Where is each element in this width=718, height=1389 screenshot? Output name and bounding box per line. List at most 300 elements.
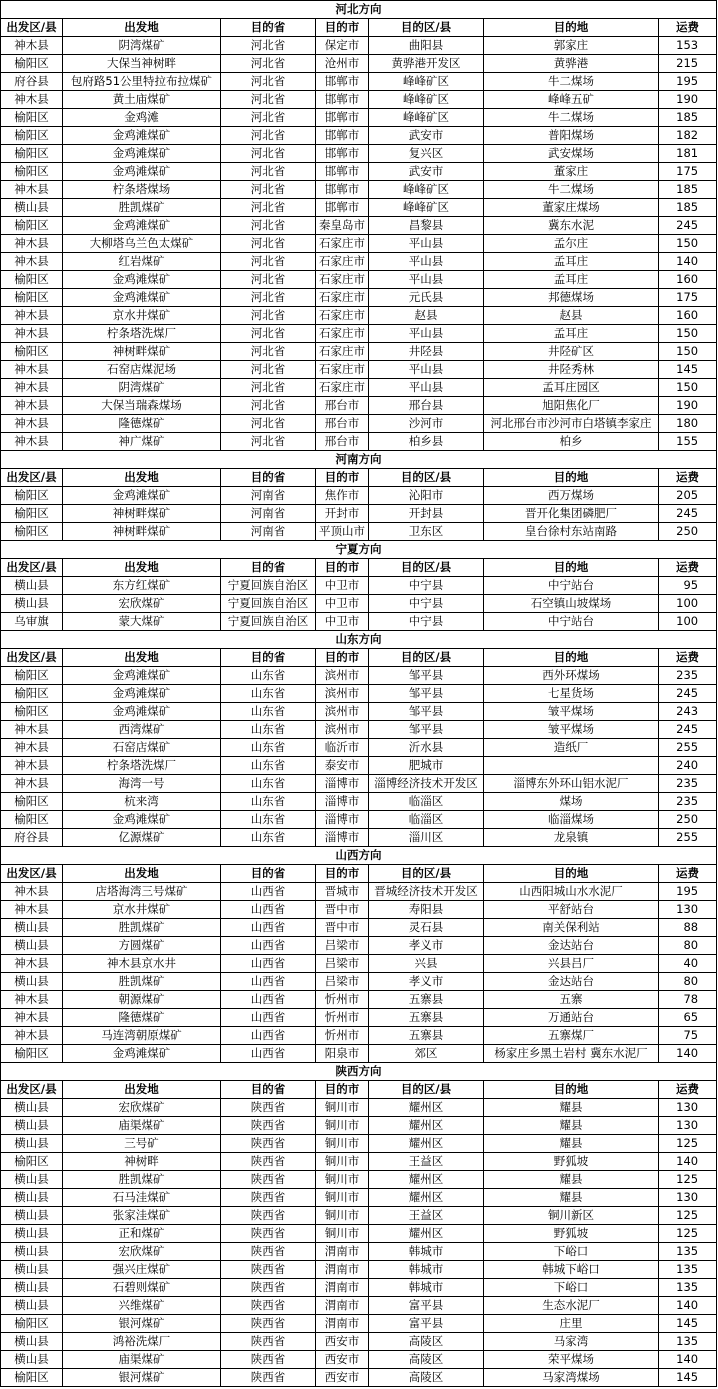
cell-dest-city: 中卫市 — [316, 595, 369, 613]
cell-origin-site: 石马洼煤矿 — [63, 1189, 221, 1207]
cell-origin-site: 店塔海湾三号煤矿 — [63, 883, 221, 901]
cell-freight-fee: 205 — [659, 487, 717, 505]
cell-dest-city: 石家庄市 — [316, 253, 369, 271]
cell-dest-city: 吕梁市 — [316, 955, 369, 973]
cell-freight-fee: 255 — [659, 739, 717, 757]
table-row — [1, 667, 717, 685]
cell-dest-city: 沧州市 — [316, 55, 369, 73]
cell-dest-district: 沁阳市 — [369, 487, 484, 505]
table-row — [1, 433, 717, 451]
cell-origin-district: 乌审旗 — [1, 613, 63, 631]
cell-destination: 造纸厂 — [484, 739, 659, 757]
table-row — [1, 37, 717, 55]
column-header-row — [1, 865, 717, 883]
cell-dest-province: 陕西省 — [221, 1225, 316, 1243]
table-row — [1, 703, 717, 721]
table-row — [1, 127, 717, 145]
cell-dest-district: 五寨县 — [369, 991, 484, 1009]
cell-dest-city: 铜川市 — [316, 1225, 369, 1243]
cell-dest-district: 沂水县 — [369, 739, 484, 757]
table-row — [1, 757, 717, 775]
column-header-origin-site: 出发地 — [63, 1081, 221, 1099]
cell-origin-district: 榆阳区 — [1, 343, 63, 361]
cell-dest-city: 邯郸市 — [316, 91, 369, 109]
cell-dest-province: 陕西省 — [221, 1207, 316, 1225]
cell-destination: 黄骅港 — [484, 55, 659, 73]
cell-origin-district: 神木县 — [1, 1009, 63, 1027]
cell-origin-district: 横山县 — [1, 1099, 63, 1117]
cell-freight-fee: 135 — [659, 1243, 717, 1261]
cell-dest-district: 耀州区 — [369, 1171, 484, 1189]
cell-dest-district: 临淄区 — [369, 811, 484, 829]
cell-origin-district: 神木县 — [1, 307, 63, 325]
cell-origin-site: 京水井煤矿 — [63, 901, 221, 919]
cell-dest-province: 陕西省 — [221, 1279, 316, 1297]
cell-dest-district: 肥城市 — [369, 757, 484, 775]
cell-dest-district: 平山县 — [369, 325, 484, 343]
cell-freight-fee: 215 — [659, 55, 717, 73]
cell-dest-district: 富平县 — [369, 1315, 484, 1333]
table-row — [1, 1171, 717, 1189]
cell-dest-district: 耀州区 — [369, 1225, 484, 1243]
table-row — [1, 1369, 717, 1387]
cell-freight-fee: 140 — [659, 1297, 717, 1315]
cell-freight-fee: 150 — [659, 343, 717, 361]
table-row — [1, 919, 717, 937]
cell-dest-city: 淄博市 — [316, 829, 369, 847]
cell-dest-district: 王益区 — [369, 1207, 484, 1225]
cell-destination: 孟耳庄园区 — [484, 379, 659, 397]
cell-dest-province: 河北省 — [221, 361, 316, 379]
cell-dest-district: 中宁县 — [369, 595, 484, 613]
cell-freight-fee: 140 — [659, 1045, 717, 1063]
cell-dest-city: 平顶山市 — [316, 523, 369, 541]
section-title-row — [1, 1063, 717, 1081]
cell-origin-site: 蒙大煤矿 — [63, 613, 221, 631]
cell-dest-district: 峰峰矿区 — [369, 109, 484, 127]
column-header-dest-city: 目的市 — [316, 469, 369, 487]
cell-dest-city: 邢台市 — [316, 397, 369, 415]
cell-dest-city: 保定市 — [316, 37, 369, 55]
cell-destination: 邦德煤场 — [484, 289, 659, 307]
cell-dest-city: 渭南市 — [316, 1297, 369, 1315]
table-row — [1, 91, 717, 109]
cell-freight-fee: 75 — [659, 1027, 717, 1045]
cell-destination: 峰峰五矿 — [484, 91, 659, 109]
table-row — [1, 145, 717, 163]
cell-origin-site: 三号矿 — [63, 1135, 221, 1153]
cell-destination: 董家庄煤场 — [484, 199, 659, 217]
table-body — [1, 1, 717, 1387]
cell-origin-site: 海湾一号 — [63, 775, 221, 793]
cell-origin-district: 神木县 — [1, 991, 63, 1009]
column-header-origin-site: 出发地 — [63, 649, 221, 667]
section-title: 宁夏方向 — [1, 541, 717, 559]
table-row — [1, 55, 717, 73]
cell-dest-province: 宁夏回族自治区 — [221, 595, 316, 613]
column-header-dest-province: 目的省 — [221, 865, 316, 883]
cell-dest-city: 西安市 — [316, 1369, 369, 1387]
cell-origin-district: 横山县 — [1, 1207, 63, 1225]
cell-destination: 武安煤场 — [484, 145, 659, 163]
table-row — [1, 1117, 717, 1135]
cell-origin-site: 石窑店煤泥场 — [63, 361, 221, 379]
cell-origin-site: 大柳塔乌兰色太煤矿 — [63, 235, 221, 253]
cell-origin-site: 胜凯煤矿 — [63, 199, 221, 217]
column-header-destination: 目的地 — [484, 649, 659, 667]
cell-dest-city: 淄博市 — [316, 775, 369, 793]
table-row — [1, 577, 717, 595]
cell-freight-fee: 135 — [659, 1279, 717, 1297]
cell-origin-site: 正和煤矿 — [63, 1225, 221, 1243]
table-row — [1, 379, 717, 397]
cell-dest-province: 陕西省 — [221, 1315, 316, 1333]
cell-freight-fee: 175 — [659, 289, 717, 307]
cell-origin-district: 横山县 — [1, 1117, 63, 1135]
cell-origin-district: 神木县 — [1, 883, 63, 901]
column-header-origin-site: 出发地 — [63, 469, 221, 487]
cell-dest-province: 河南省 — [221, 523, 316, 541]
cell-origin-district: 神木县 — [1, 37, 63, 55]
cell-origin-site: 大保当瑞森煤场 — [63, 397, 221, 415]
cell-dest-province: 河北省 — [221, 433, 316, 451]
cell-freight-fee: 235 — [659, 775, 717, 793]
cell-freight-fee: 125 — [659, 1207, 717, 1225]
cell-origin-site: 方圆煤矿 — [63, 937, 221, 955]
cell-dest-city: 忻州市 — [316, 991, 369, 1009]
cell-freight-fee: 135 — [659, 1261, 717, 1279]
cell-origin-district: 榆阳区 — [1, 811, 63, 829]
column-header-origin-site: 出发地 — [63, 865, 221, 883]
table-row — [1, 307, 717, 325]
cell-origin-site: 金鸡滩煤矿 — [63, 271, 221, 289]
table-row — [1, 1189, 717, 1207]
cell-dest-province: 陕西省 — [221, 1261, 316, 1279]
cell-origin-district: 横山县 — [1, 1225, 63, 1243]
table-row — [1, 1045, 717, 1063]
cell-origin-district: 榆阳区 — [1, 109, 63, 127]
cell-freight-fee: 235 — [659, 793, 717, 811]
cell-freight-fee: 145 — [659, 361, 717, 379]
section-title-row — [1, 541, 717, 559]
cell-destination: 下峪口 — [484, 1243, 659, 1261]
section-title: 河北方向 — [1, 1, 717, 19]
cell-dest-province: 山东省 — [221, 811, 316, 829]
cell-destination: 牛二煤场 — [484, 109, 659, 127]
cell-dest-city: 中卫市 — [316, 577, 369, 595]
cell-origin-district: 榆阳区 — [1, 289, 63, 307]
column-header-freight-fee: 运费 — [659, 559, 717, 577]
cell-freight-fee: 175 — [659, 163, 717, 181]
cell-freight-fee: 195 — [659, 73, 717, 91]
section-title-row — [1, 451, 717, 469]
cell-dest-district: 郊区 — [369, 1045, 484, 1063]
table-row — [1, 181, 717, 199]
cell-dest-province: 山西省 — [221, 1009, 316, 1027]
cell-dest-city: 西安市 — [316, 1351, 369, 1369]
cell-dest-district: 赵县 — [369, 307, 484, 325]
table-row — [1, 1333, 717, 1351]
cell-origin-site: 神树畔 — [63, 1153, 221, 1171]
column-header-dest-district: 目的区/县 — [369, 865, 484, 883]
column-header-dest-district: 目的区/县 — [369, 649, 484, 667]
cell-dest-province: 河北省 — [221, 289, 316, 307]
cell-freight-fee: 78 — [659, 991, 717, 1009]
cell-dest-district: 平山县 — [369, 253, 484, 271]
cell-origin-site: 亿源煤矿 — [63, 829, 221, 847]
cell-dest-province: 河北省 — [221, 217, 316, 235]
cell-dest-province: 山西省 — [221, 973, 316, 991]
cell-freight-fee: 65 — [659, 1009, 717, 1027]
cell-dest-province: 陕西省 — [221, 1189, 316, 1207]
cell-freight-fee: 180 — [659, 415, 717, 433]
cell-freight-fee: 125 — [659, 1135, 717, 1153]
cell-origin-district: 横山县 — [1, 937, 63, 955]
cell-dest-district: 邹平县 — [369, 685, 484, 703]
cell-dest-province: 河北省 — [221, 307, 316, 325]
cell-dest-province: 宁夏回族自治区 — [221, 613, 316, 631]
cell-freight-fee: 250 — [659, 811, 717, 829]
cell-origin-district: 榆阳区 — [1, 145, 63, 163]
cell-dest-district: 曲阳县 — [369, 37, 484, 55]
cell-dest-province: 河北省 — [221, 235, 316, 253]
column-header-dest-province: 目的省 — [221, 19, 316, 37]
cell-destination: 西外环煤场 — [484, 667, 659, 685]
cell-freight-fee: 140 — [659, 1351, 717, 1369]
cell-origin-site: 金鸡滩煤矿 — [63, 667, 221, 685]
cell-origin-site: 胜凯煤矿 — [63, 1171, 221, 1189]
column-header-destination: 目的地 — [484, 559, 659, 577]
cell-freight-fee: 135 — [659, 1333, 717, 1351]
cell-dest-district: 淄川区 — [369, 829, 484, 847]
cell-dest-district: 平山县 — [369, 379, 484, 397]
cell-dest-district: 卫东区 — [369, 523, 484, 541]
cell-origin-site: 东方红煤矿 — [63, 577, 221, 595]
cell-dest-city: 滨州市 — [316, 721, 369, 739]
section-title: 陕西方向 — [1, 1063, 717, 1081]
cell-origin-district: 榆阳区 — [1, 487, 63, 505]
cell-dest-district: 黄骅港开发区 — [369, 55, 484, 73]
cell-dest-district: 临淄区 — [369, 793, 484, 811]
cell-destination: 铜川新区 — [484, 1207, 659, 1225]
cell-freight-fee: 80 — [659, 937, 717, 955]
cell-dest-province: 山东省 — [221, 667, 316, 685]
cell-destination: 耀县 — [484, 1171, 659, 1189]
cell-destination: 兴县吕厂 — [484, 955, 659, 973]
cell-dest-city: 吕梁市 — [316, 937, 369, 955]
column-header-destination: 目的地 — [484, 1081, 659, 1099]
cell-destination: 西万煤场 — [484, 487, 659, 505]
cell-origin-site: 金鸡滩煤矿 — [63, 127, 221, 145]
table-row — [1, 1279, 717, 1297]
cell-dest-city: 渭南市 — [316, 1261, 369, 1279]
cell-origin-site: 石碧则煤矿 — [63, 1279, 221, 1297]
cell-dest-province: 山西省 — [221, 955, 316, 973]
cell-dest-province: 山东省 — [221, 703, 316, 721]
cell-origin-district: 横山县 — [1, 1243, 63, 1261]
cell-dest-city: 邯郸市 — [316, 181, 369, 199]
cell-destination: 柏乡 — [484, 433, 659, 451]
cell-origin-site: 兴维煤矿 — [63, 1297, 221, 1315]
cell-destination: 皱平煤场 — [484, 703, 659, 721]
cell-dest-province: 河北省 — [221, 127, 316, 145]
column-header-origin-district: 出发区/县 — [1, 865, 63, 883]
column-header-freight-fee: 运费 — [659, 19, 717, 37]
table-row — [1, 397, 717, 415]
cell-dest-district: 平山县 — [369, 361, 484, 379]
table-row — [1, 937, 717, 955]
column-header-dest-district: 目的区/县 — [369, 1081, 484, 1099]
cell-dest-district: 高陵区 — [369, 1369, 484, 1387]
table-row — [1, 325, 717, 343]
cell-freight-fee: 160 — [659, 307, 717, 325]
cell-dest-province: 河南省 — [221, 505, 316, 523]
table-row — [1, 1099, 717, 1117]
cell-dest-province: 山东省 — [221, 721, 316, 739]
cell-dest-province: 宁夏回族自治区 — [221, 577, 316, 595]
cell-dest-district: 寿阳县 — [369, 901, 484, 919]
cell-dest-district: 开封县 — [369, 505, 484, 523]
cell-dest-city: 淄博市 — [316, 811, 369, 829]
cell-dest-city: 石家庄市 — [316, 307, 369, 325]
cell-destination: 马家湾 — [484, 1333, 659, 1351]
table-row — [1, 271, 717, 289]
section-title-row — [1, 631, 717, 649]
table-row — [1, 883, 717, 901]
cell-destination: 煤场 — [484, 793, 659, 811]
cell-destination: 五寨煤厂 — [484, 1027, 659, 1045]
cell-dest-district: 孝义市 — [369, 937, 484, 955]
cell-dest-city: 铜川市 — [316, 1189, 369, 1207]
cell-dest-city: 渭南市 — [316, 1279, 369, 1297]
cell-dest-district: 五寨县 — [369, 1009, 484, 1027]
cell-dest-district: 武安市 — [369, 163, 484, 181]
cell-dest-district: 韩城市 — [369, 1279, 484, 1297]
cell-dest-district: 耀州区 — [369, 1189, 484, 1207]
column-header-origin-site: 出发地 — [63, 19, 221, 37]
cell-origin-district: 横山县 — [1, 1351, 63, 1369]
cell-freight-fee: 125 — [659, 1171, 717, 1189]
cell-freight-fee: 130 — [659, 1189, 717, 1207]
column-header-dest-province: 目的省 — [221, 649, 316, 667]
cell-origin-site: 庙渠煤矿 — [63, 1351, 221, 1369]
cell-origin-district: 榆阳区 — [1, 127, 63, 145]
cell-destination: 淄博东外环山铝水泥厂 — [484, 775, 659, 793]
cell-origin-district: 神木县 — [1, 325, 63, 343]
cell-origin-site: 红岩煤矿 — [63, 253, 221, 271]
cell-dest-province: 河北省 — [221, 253, 316, 271]
cell-dest-city: 邯郸市 — [316, 163, 369, 181]
cell-destination: 下峪口 — [484, 1279, 659, 1297]
cell-freight-fee: 240 — [659, 757, 717, 775]
cell-freight-fee: 95 — [659, 577, 717, 595]
cell-origin-district: 横山县 — [1, 1333, 63, 1351]
cell-origin-site: 柠条塔煤场 — [63, 181, 221, 199]
cell-origin-district: 神木县 — [1, 379, 63, 397]
cell-dest-city: 铜川市 — [316, 1117, 369, 1135]
cell-dest-province: 山东省 — [221, 739, 316, 757]
cell-origin-district: 榆阳区 — [1, 1369, 63, 1387]
cell-freight-fee: 130 — [659, 1099, 717, 1117]
cell-destination: 石空镇山坡煤场 — [484, 595, 659, 613]
cell-dest-city: 西安市 — [316, 1333, 369, 1351]
cell-origin-site: 金鸡滩煤矿 — [63, 163, 221, 181]
cell-freight-fee: 88 — [659, 919, 717, 937]
cell-dest-province: 山东省 — [221, 685, 316, 703]
cell-dest-district: 平山县 — [369, 271, 484, 289]
table-row — [1, 1153, 717, 1171]
cell-origin-district: 横山县 — [1, 1297, 63, 1315]
cell-origin-district: 榆阳区 — [1, 1153, 63, 1171]
section-title: 河南方向 — [1, 451, 717, 469]
cell-destination: 皱平煤场 — [484, 721, 659, 739]
cell-destination: 耀县 — [484, 1189, 659, 1207]
table-row — [1, 1207, 717, 1225]
cell-destination: 董家庄 — [484, 163, 659, 181]
cell-dest-district: 灵石县 — [369, 919, 484, 937]
cell-dest-city: 滨州市 — [316, 703, 369, 721]
cell-dest-province: 山西省 — [221, 883, 316, 901]
cell-dest-district: 中宁县 — [369, 577, 484, 595]
cell-destination: 孟尔庄 — [484, 235, 659, 253]
cell-dest-province: 山西省 — [221, 937, 316, 955]
cell-dest-province: 河北省 — [221, 37, 316, 55]
cell-destination: 马家湾煤场 — [484, 1369, 659, 1387]
cell-origin-site: 神广煤矿 — [63, 433, 221, 451]
cell-dest-province: 山东省 — [221, 793, 316, 811]
cell-dest-city: 铜川市 — [316, 1135, 369, 1153]
cell-freight-fee: 245 — [659, 685, 717, 703]
cell-dest-province: 河北省 — [221, 181, 316, 199]
table-row — [1, 811, 717, 829]
cell-dest-city: 石家庄市 — [316, 271, 369, 289]
cell-dest-province: 山西省 — [221, 901, 316, 919]
table-row — [1, 199, 717, 217]
cell-dest-province: 河北省 — [221, 109, 316, 127]
cell-origin-site: 阴湾煤矿 — [63, 379, 221, 397]
cell-origin-site: 庙渠煤矿 — [63, 1117, 221, 1135]
cell-destination: 野狐坡 — [484, 1153, 659, 1171]
cell-dest-district: 孝义市 — [369, 973, 484, 991]
cell-freight-fee: 125 — [659, 1225, 717, 1243]
cell-origin-site: 强兴庄煤矿 — [63, 1261, 221, 1279]
cell-destination: 河北邢台市沙河市白塔镇李家庄 — [484, 415, 659, 433]
section-title-row — [1, 1, 717, 19]
cell-destination: 孟耳庄 — [484, 271, 659, 289]
column-header-dest-district: 目的区/县 — [369, 559, 484, 577]
cell-dest-district: 耀州区 — [369, 1135, 484, 1153]
cell-destination: 井陉秀林 — [484, 361, 659, 379]
cell-destination: 金达站台 — [484, 973, 659, 991]
cell-destination: 平舒站台 — [484, 901, 659, 919]
cell-destination: 耀县 — [484, 1135, 659, 1153]
table-row — [1, 1243, 717, 1261]
cell-origin-site: 神树畔煤矿 — [63, 523, 221, 541]
cell-origin-site: 西湾煤矿 — [63, 721, 221, 739]
cell-dest-district: 峰峰矿区 — [369, 91, 484, 109]
cell-freight-fee: 255 — [659, 829, 717, 847]
cell-dest-province: 河北省 — [221, 91, 316, 109]
cell-dest-district: 五寨县 — [369, 1027, 484, 1045]
cell-freight-fee: 245 — [659, 217, 717, 235]
cell-destination: 井陉矿区 — [484, 343, 659, 361]
cell-origin-district: 神木县 — [1, 955, 63, 973]
cell-freight-fee: 145 — [659, 1315, 717, 1333]
cell-origin-site: 金鸡滩煤矿 — [63, 145, 221, 163]
column-header-row — [1, 559, 717, 577]
cell-dest-district: 昌黎县 — [369, 217, 484, 235]
cell-destination: 耀县 — [484, 1099, 659, 1117]
